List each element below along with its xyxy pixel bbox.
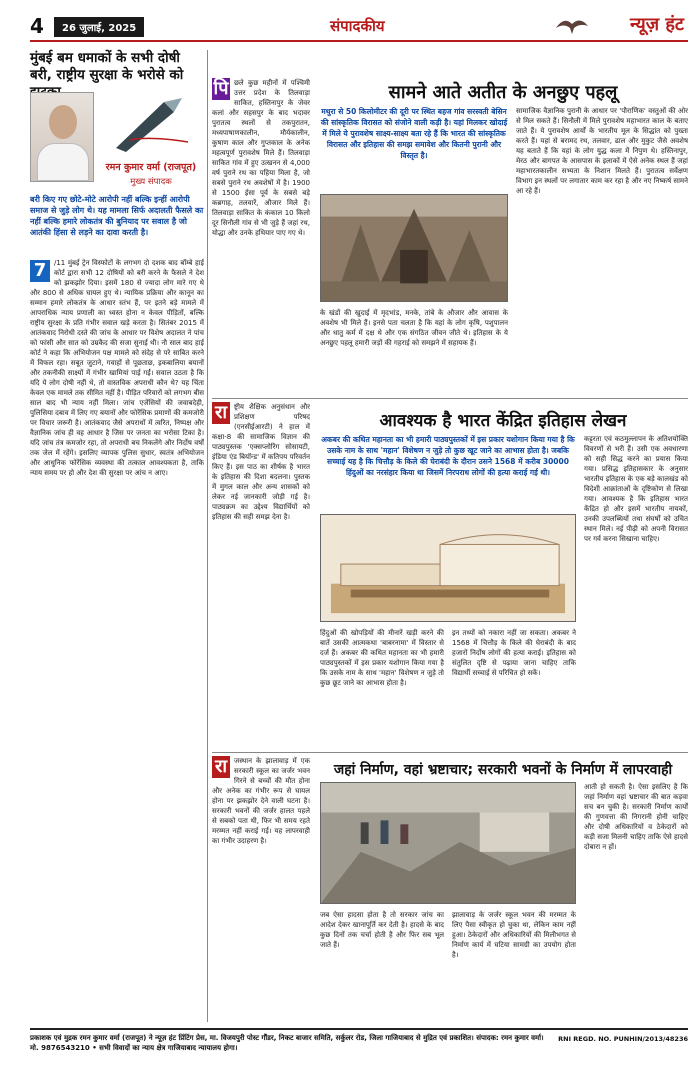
top-article-lower-text: के खंडों की खुदाई में मृदभांड, मनके, तांबे के औजार और आवास के अवशेष भी मिले हैं। इनसे पता चलता है कि यहां के लोग कृषि, पशुपालन और धातु कर्म में दक्ष थे और एक संगठित जीवन जीते थे। इतिहास के ये अनछुए पहलू हमारी जड़ों की गहराई को समझने में सहायक हैं।: [320, 309, 508, 347]
editorial-body-text: /11 मुंबई ट्रेन विस्फोटों के लगभग दो दशक बाद बॉम्बे हाई कोर्ट द्वारा सभी 12 दोषियों को बरी करने के फैसले ने देश को झकझोर दिया। इसमें 180 से ज्यादा लोग मारे गए थे और 800 से अधिक घायल हुए थे। न्यायिक प्रक्रिया और कानून का सम्मान हमारे लोकतंत्र के आधार स्तंभ हैं, पर इतने बड़े मामले में आपराधिक न्याय प्रणाली का ध्वस्त होना न केवल पीड़ितों, बल्कि राष्ट्रीय सुरक्षा के प्रति गंभीर सवाल खड़े करता है। सितंबर 2015 में आतंकवाद निरोधी दस्ते की जांच के आधार पर विशेष अदालत ने पांच को फांसी और सात को उम्रकैद की सजा सुनाई थी। नौ साल बाद हाई कोर्ट ने कहा कि अभियोजन पक्ष मामले को संदेह से परे साबित करने में विफल रहा। सबूत जुटाने, गवाहों से पूछताछ, इकबालिया बयानों और तकनीकी साक्ष्यों में गंभीर खामियां पाई गईं। सवाल उठता है कि यदि ये लोग दोषी नहीं थे, तो वास्तविक अपराधी कौन थे? यह चिंता केवल एक मामले तक सीमित नहीं है। पीड़ित परिवारों को लगभग बीस साल बाद भी न्याय नहीं मिला। जांच एजेंसियों की जवाबदेही, पुलिसिया दबाव में लिए गए बयानों और फोरेंसिक प्रमाणों की कमजोरी पर विचार जरूरी है। आतंकवाद जैसे अपराधों में त्वरित, निष्पक्ष और वैज्ञानिक जांच ही वह आधार है जिस पर जनता का भरोसा टिका है। यदि जांच तंत्र कमजोर रहा, तो अपराधी बच निकलेंगे और निर्दोष वर्षों तक जेल में रहेंगे। इसलिए व्यापक पुलिस सुधार, स्वतंत्र अभियोजन और आधुनिक फोरेंसिक व्यवस्था की तत्काल आवश्यकता है, ताकि न्याय समय पर हो और देश की सुरक्षा पर आंच न आए।: [30, 259, 204, 477]
dropcap: 7: [30, 260, 50, 282]
bottom-article-column-b: झालावाड़ के जर्जर स्कूल भवन की मरम्मत के लिए पैसा स्वीकृत हो चुका था, लेकिन काम नहीं हुआ। ठेकेदारों और अधिकारियों की मिलीभगत से निर्माण कार्य में घटिया सामग्री का उपयोग होता है।: [452, 911, 576, 959]
editorial-headline: मुंबई बम धमाकों के सभी दोषी बरी, राष्ट्रीय सुरक्षा के भरोसे को: [30, 50, 184, 83]
top-article-right-text: सामाजिक वैज्ञानिक पुरानी के आधार पर 'पौराणिक' वस्तुओं की ओर से मिल सकते हैं। सिनौली में मिले पुरावशेष महाभारत काल के बताए जाते हैं। ये पुरावशेष आर्यों के भारतीय मूल के सिद्धांत को पुख्ता करते हैं। यहां से बरामद रथ, तलवार, ढाल और मुकुट जैसे अवशेष यह बताते हैं कि यहां के लोग युद्ध कला में निपुण थे। हस्तिनापुर, मेरठ और बागपत के आसपास के इलाकों में ऐसे अनेक स्थल हैं जहां महाभारतकालीन सभ्यता के निशान मिलते हैं। पुरातत्व सर्वेक्षण विभाग इन स्थलों पर लगातार काम कर रहा है और नए निष्कर्ष सामने आ रहे हैं।: [516, 107, 688, 195]
middle-article-column-b: इन तथ्यों को नकारा नहीं जा सकता। अकबर ने 1568 में चित्तौड़ के किले की घेराबंदी के बाद हजारों निर्दोष लोगों की हत्या कराई। इतिहास को संतुलित दृष्टि से पढ़ाया जाना चाहिए ताकि विद्यार्थी सच्चाई से परिचित हो सकें।: [452, 629, 576, 677]
article-divider: [212, 398, 688, 399]
bottom-article-headline: जहां निर्माण, वहां भ्रष्टाचार; सरकारी भवनों के निर्माण में लापरवाही: [333, 762, 673, 778]
top-article-intro-text: छले कुछ महीनों में पश्चिमी उत्तर प्रदेश के तिलवाड़ा साकित, हस्तिनापुर के जेवर कलां और सहसपुर के बाद भदावर पुरातत्व स्थलों से तकपुरातन, मध्यपाषाणकालीन, मौर्यकालीन, कुषाण काल और गुप्तकाल के अनेक महत्वपूर्ण पुरावशेष मिले हैं। तिलवाड़ा साकित गांव में हुए उत्खनन से 4,000 वर्ष पुराने रथ का पहिया मिला है, जो सबसे पुराने रथ अवशेषों में है। 1900 से 1500 ईसा पूर्व के सबसे बड़े कब्रगाह, तलवारें, औजार मिले हैं। तिलवाड़ा साकित के कंकाल 10 किलो दूर सिनौली गांव से भी जुड़े हैं जहां रथ, योद्धा और उनके हथियार पाए गए थे।: [212, 79, 310, 237]
top-article: [212, 50, 688, 396]
issue-date: 26 जुलाई, 2025: [54, 17, 144, 37]
page-header: [30, 12, 688, 42]
registration-number: RNI REGD. NO. PUNHIN/2013/48236: [558, 1035, 688, 1043]
bottom-article-dropcap: रा: [212, 756, 230, 778]
author-photo: [30, 92, 94, 182]
middle-article-intro-text: ष्ट्रीय शैक्षिक अनुसंधान और प्रशिक्षण परिषद (एनसीईआरटी) ने हाल में कक्षा-8 की सामाजिक विज्ञान की पाठ्यपुस्तक 'एक्सप्लोरिंग सोसायटी, इंडिया एंड बियॉन्ड' में कतिपय परिवर्तन किए हैं। इस पाठ का शीर्षक है भारत के इतिहास की दिशा बदलना। पुस्तक में मुगल काल और अन्य शासकों को लेकर नई जानकारी जोड़ी गई है। पाठ्यक्रम का उद्देश्य विद्यार्थियों को इतिहास की सही समझ देना है।: [212, 403, 310, 521]
author-role: मुख्य संपादक: [130, 177, 172, 187]
middle-article-summary: अकबर की कथित महानता का भी हमारी पाठ्यपुस्तकों में इस प्रकार यशोगान किया गया है कि उसके नाम के साथ 'महान' विशेषण न जुड़े तो कुछ खूट जाने का आभास होता है। जबकि सच्चाई यह है कि चित्तौड़ के किले की घेराबंदी के दौरान उसने 1568 में करीब 30000 हिंदुओं का नरसंहार किया था जिसमें निरपराध लोगों की हत्या कराई गई थी।: [321, 435, 575, 477]
books-photo: [320, 514, 576, 622]
eagle-logo-icon: [554, 14, 590, 36]
article-divider: [212, 752, 688, 753]
bottom-article-column-a: जब ऐसा हादसा होता है तो सरकार जांच का आदेश देकर खानापूर्ति कर देती है। हादसे के बाद कुछ दिनों तक चर्चा होती है और फिर सब भूल जाते हैं।: [320, 911, 444, 949]
middle-article: [212, 402, 688, 750]
top-article-intro: [212, 78, 310, 394]
editorial-body: [30, 258, 204, 1018]
imprint-text: प्रकाशक एवं मुद्रक रमन कुमार वर्मा (राजपूत) ने न्यूज़ हंट प्रिंटिंग प्रेस, मा. विजयपुरी पोस्ट गौंडर, निकट बाजार समिति, सर्कुलर रोड, जिला गाजियाबाद से मुद्रित एवं प्रकाशित। संपादक: रमन कुमार वर्मा। मो. 9876543210 • सभी विवादों का न्याय क्षेत्र गाजियाबाद न्यायालय होगा।: [30, 1034, 544, 1052]
middle-article-intro: [212, 402, 310, 748]
editorial-column: [30, 50, 204, 1022]
collapsed-building-photo: [320, 782, 576, 904]
top-article-headline: सामने आते अतीत के अनछुए पहलू: [388, 82, 618, 103]
author-name: रमन कुमार वर्मा (राजपूत): [105, 162, 197, 173]
middle-article-dropcap: रा: [212, 402, 230, 424]
middle-article-right-text: कट्टरता एवं कठमुल्लापन के अतिशयोक्ति विवरणों से भरी हैं। उसी एक अवधारणा को सही सिद्ध करने का प्रयास किया गया। प्रसिद्ध इतिहासकार के अनुसार भारतीय इतिहास के एक बड़े कालखंड को विदेशी आक्रांताओं के दृष्टिकोण से लिखा गया। आवश्यक है कि इतिहास भारत केंद्रित हो और इसमें भारतीय नायकों, उनकी उपलब्धियों तथा संघर्षों को उचित स्थान मिले। नई पीढ़ी को अपनी विरासत पर गर्व करना सिखाना चाहिए।: [584, 435, 688, 543]
top-article-dropcap: पि: [213, 78, 229, 99]
middle-article-column-a: हिंदुओं की खोपड़ियों की मीनारें खड़ी करने की बातें उसकी आत्मकथा 'बाबरनामा' में विस्तार से दर्ज हैं। अकबर की कथित महानता का भी हमारी पाठ्यपुस्तकों में इस प्रकार यशोगान किया गया है कि उसके नाम के साथ 'महान' विशेषण न जुड़े तो कुछ छूट जाने का आभास होता है।: [320, 629, 444, 687]
brand-name: न्यूज़ हंट: [629, 14, 684, 35]
bottom-article-right-text: आती हो सकती है। ऐसा इसलिए है कि जहां निर्माण वहां भ्रष्टाचार की बात कड़वा सच बन चुकी है। सरकारी निर्माण कार्यों की गुणवत्ता की निगरानी होनी चाहिए और दोषी अधिकारियों व ठेकेदारों को कड़ी सजा मिलनी चाहिए ताकि ऐसे हादसे दोबारा न हों।: [584, 783, 688, 851]
editorial-summary: बरी किए गए छोटे-मोटे आरोपी नहीं बल्कि इन्हीं आरोपी समाज से जुड़े लोग थे। यह मामला सिर्फ अदालती फैसले का नहीं बल्कि हमारे लोकतंत्र की बुनियाद पर सवाल है जो आतंकी हिंसा से लड़ने का दावा करती है।: [30, 195, 204, 237]
imprint-footer: [30, 1028, 688, 1062]
column-divider: [207, 50, 208, 1022]
bottom-article: [212, 756, 688, 1022]
pen-nib-icon: [110, 96, 194, 154]
temple-photo: [320, 194, 508, 302]
top-article-summary: मथुरा से 50 किलोमीटर की दूरी पर स्थित बहज गांव सरस्वती बेसिन की सांस्कृतिक विरासत को संजोने वाली कड़ी है। यहां मिलकर खोदाई में मिले ये पुरावशेष साक्ष्य-साक्ष्य बता रहे हैं कि भारत की सांस्कृतिक विरासत और इतिहास की समझ समावेश और कितनी पुरानी और विस्तृत है।: [320, 107, 508, 160]
bottom-article-intro: [212, 756, 310, 1020]
author-box: [30, 90, 204, 190]
section-title: संपादकीय: [330, 17, 385, 35]
page-number: 4: [30, 14, 52, 38]
middle-article-headline: आवश्यक है भारत केंद्रित इतिहास लेखन: [379, 411, 627, 431]
bottom-article-intro-text: जस्थान के झालावाड़ में एक सरकारी स्कूल का जर्जर भवन गिरने से बच्चों की मौत होना और अनेक का गंभीर रूप से घायल होना पर झकझोर देने वाली घटना है। सरकारी भवनों की जर्जर हालत पहले से सबको पता थी, फिर भी समय रहते मरम्मत नहीं कराई गई। यह लापरवाही का गंभीर उदाहरण है।: [212, 757, 310, 845]
